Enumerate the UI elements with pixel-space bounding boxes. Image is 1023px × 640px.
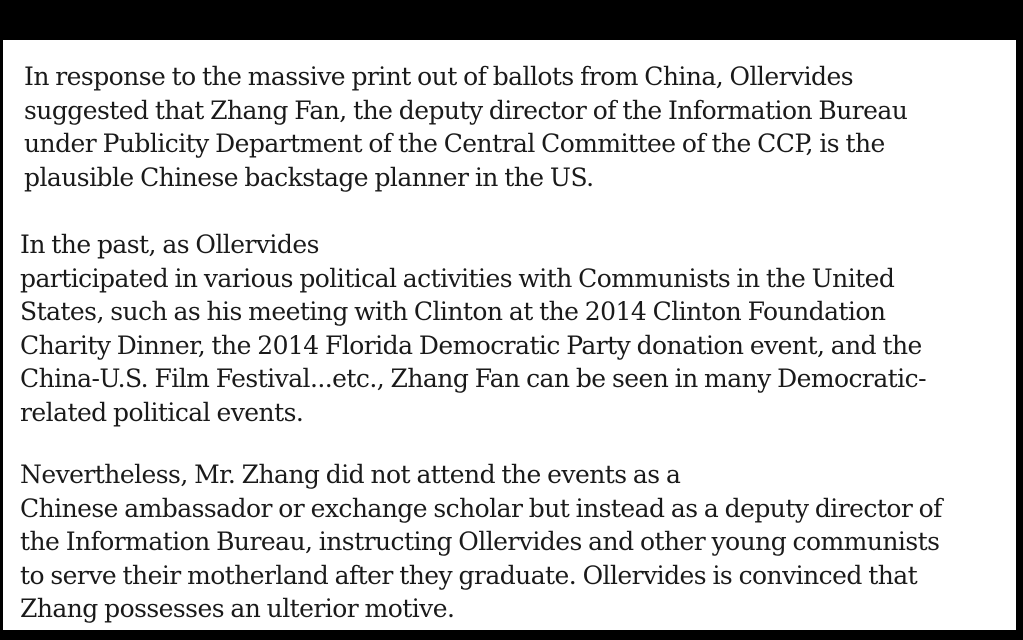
text-line: China-U.S. Film Festival...etc., Zhang Fan can be seen in many Democratic- xyxy=(20,364,926,393)
text-line: States, such as his meeting with Clinton at the 2014 Clinton Foundation xyxy=(20,297,886,326)
paragraph-conclusion xyxy=(20,458,942,626)
text-line: plausible Chinese backstage planner in the US. xyxy=(24,162,594,192)
text-line: to serve their motherland after they graduate. Ollervides is convinced that xyxy=(20,560,918,590)
text-line: Nevertheless, Mr. Zhang did not attend the events as a xyxy=(20,460,681,489)
paragraph-past-activities xyxy=(20,228,926,429)
text-line: Charity Dinner, the 2014 Florida Democratic Party donation event, and the xyxy=(20,330,922,360)
text-line: In the past, as Ollervides xyxy=(20,230,319,259)
text-line: participated in various political activities with Communists in the United xyxy=(20,263,895,293)
text-line: related political events. xyxy=(20,397,304,427)
text-line: In response to the massive print out of ballots from China, Ollervides xyxy=(24,62,854,91)
text-line: Zhang possesses an ulterior motive. xyxy=(20,594,455,623)
text-line: suggested that Zhang Fan, the deputy director of the Information Bureau xyxy=(24,95,908,125)
text-line: Chinese ambassador or exchange scholar but instead as a deputy director of xyxy=(20,493,942,523)
paragraph-ballots xyxy=(24,60,907,194)
text-line: the Information Bureau, instructing Ollervides and other young communists xyxy=(20,527,940,556)
text-line: under Publicity Department of the Central Committee of the CCP, is the xyxy=(24,129,885,158)
